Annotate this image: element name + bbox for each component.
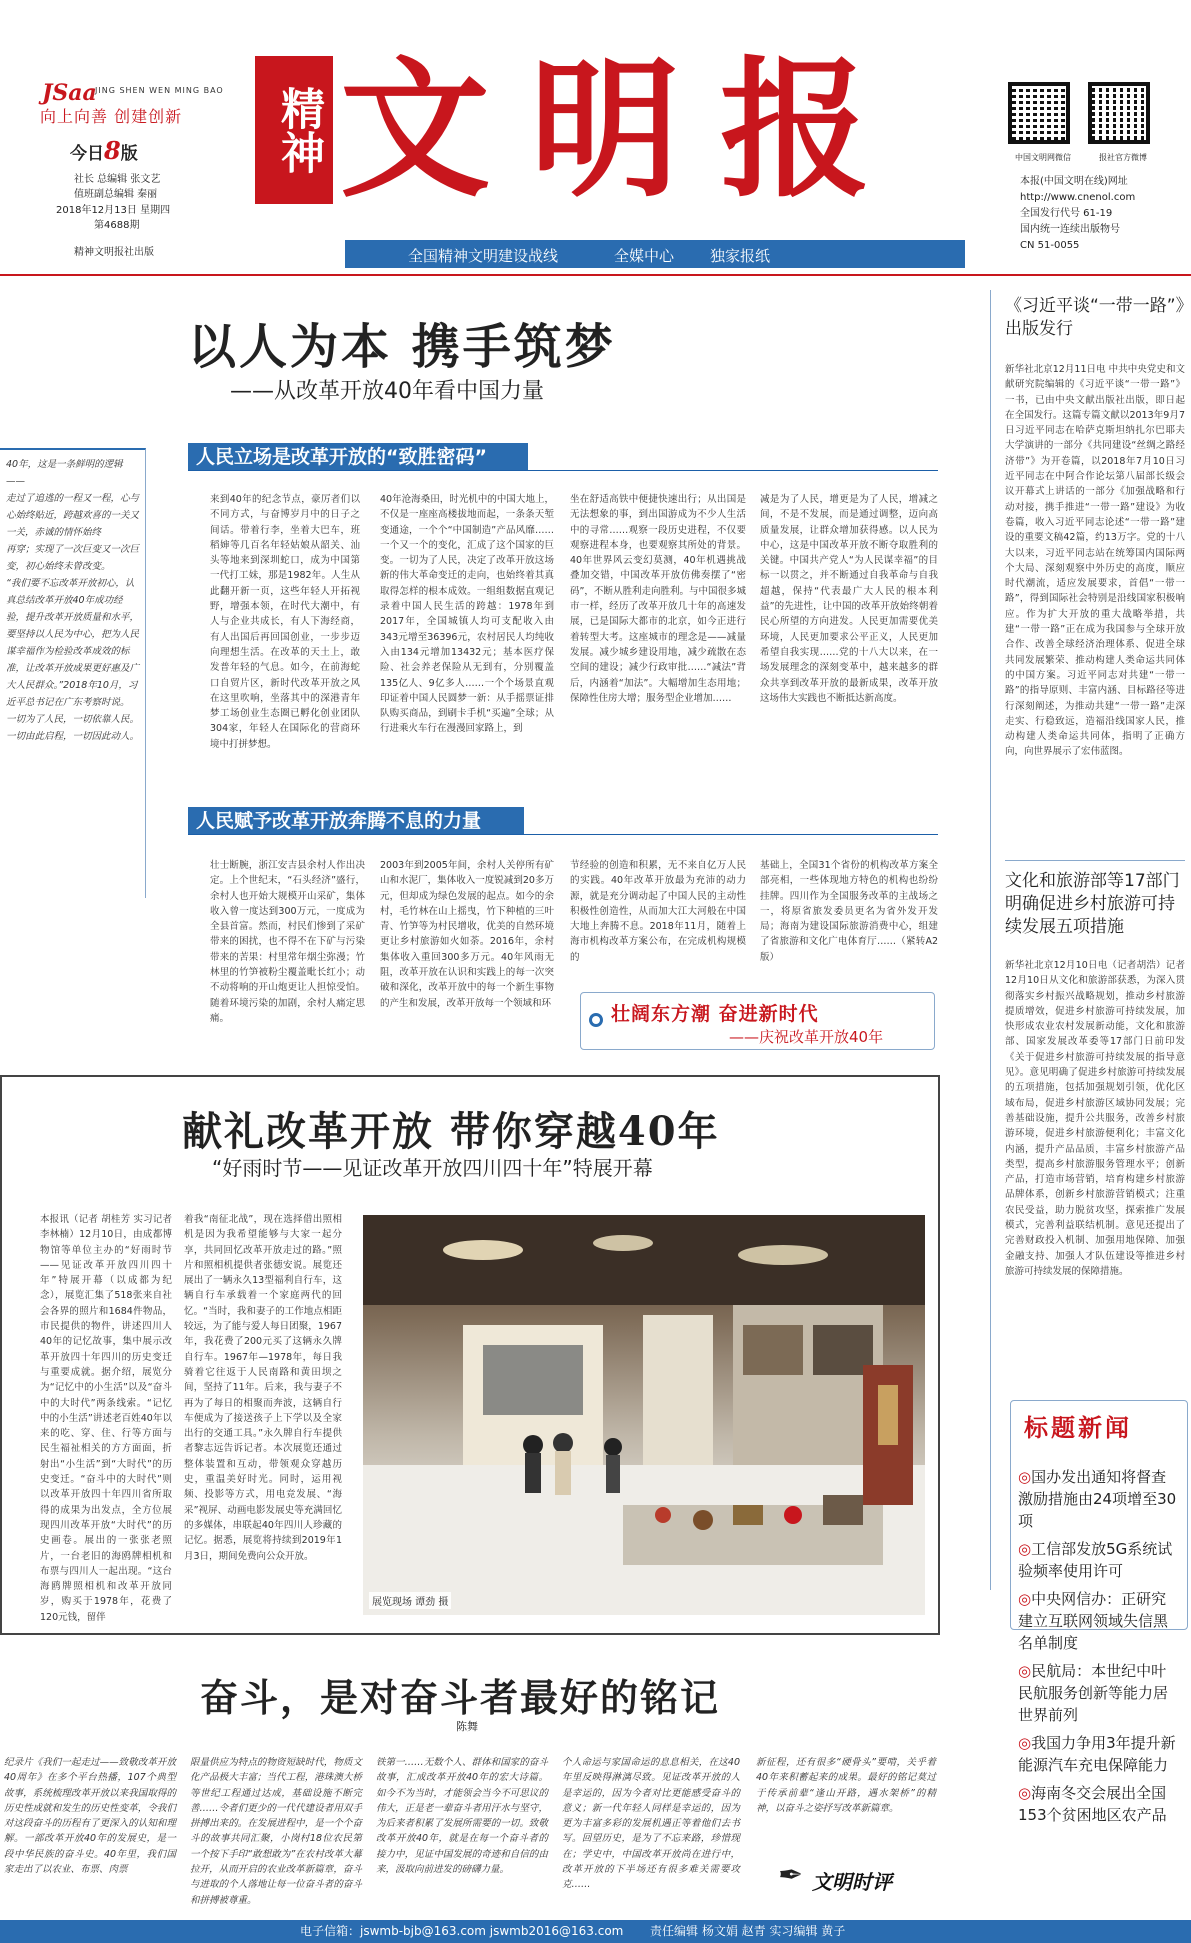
- pen-icon: ✒: [778, 1858, 804, 1893]
- masthead-pinyin: JING SHEN WEN MING BAO: [95, 86, 224, 95]
- title-seal: 精神: [255, 56, 333, 204]
- nav-item[interactable]: 独家报纸: [710, 247, 771, 265]
- briefs-title: 标题新闻: [1024, 1414, 1132, 1442]
- footer-bar: [0, 1920, 1191, 1943]
- brief-item[interactable]: ◎中央网信办：正研究建立互联网领域失信黑名单制度: [1018, 1590, 1169, 1652]
- masthead-slogan: 向上向善 创建创新: [40, 107, 183, 126]
- section-rule: [188, 834, 938, 835]
- lead-col-4: 减是为了人民，增更是为了人民，增减之间，不是不发展，而是通过调整，迈向高质量发展，让群众增加获得感。以人民为中心，这是中国改革开放不断夺取胜利的关键。中国共产党人“为人民谋幸福”的目标一以贯之，并不断通过自我革命与自我超越，保持“代表最广大人民的根本利益”的先进性，让中国的改革开放始终朝着民心所望的方向进发。人民更加需要优美环境，人民更加要求公平正义，人民更加希望自我实现……党的十八大以来，在一场发展理念的深刻变革中，越来越多的群众共享到改革开放的最新成果，改革开放这场伟大实践也不断抵达新高度。: [760, 494, 938, 704]
- issue-number: 第4688期: [94, 220, 140, 231]
- lead-col-6: 2003年到2005年间，余村人关停所有矿山和水泥厂，集体收入一度锐减到20多万元，但却成为绿色发展的起点。如今的余村，毛竹林在山上摇曳，竹下种植的三叶青、竹笋等为村民增收，优美的自然环境更让乡村旅游如火如荼。2016年，余村集体收入重回300多万元。40年风雨无阻，改革开放在认识和实践上的每一次突破和深化，改革开放中的每一个新生事物的产生和发展，改革开放每一个领域和环: [380, 860, 554, 1009]
- editor-line-1: 社长 总编辑 张文艺: [74, 174, 161, 185]
- commentary-col-5: 新征程，还有很多“硬骨头”要啃，关乎着40年来积蓄起来的成果。最好的铭记莫过于传承前辈“逢山开路，遇水架桥”的精神，以奋斗之姿抒写改革新篇章。: [756, 1757, 936, 1814]
- qr-label: 报社官方微博: [1099, 153, 1147, 162]
- lead-col-5: 壮士断腕，浙江安吉县余村人作出决定。上个世纪末，“石头经济”盛行，余村人也开始大规模开山采矿，集体收入曾一度达到300万元，一度成为全县首富。然而，村民们惨到了采矿带来的困扰，也不得不在下矿与污染带来的苦果：村里常年烟尘弥漫；竹林里的竹笋被粉尘覆盖毗长红小；动不动将响的开山炮更让人担惊受怕。随着环境污染的加剧，余村人痛定思痛。: [210, 860, 365, 1024]
- news-rule: [1005, 860, 1185, 861]
- section-header: 人民立场是改革开放的“致胜密码”: [188, 443, 528, 471]
- right-column-divider: [990, 290, 991, 1590]
- masthead-rule: [0, 274, 1191, 276]
- commentary-col-2: 限量供应为特点的物资短缺时代，物质文化产品极大丰富；当代工程，港珠澳大桥等世纪工程通过达成，基础设施不断完善……令者们更少的一代代建设者用双手拼搏出来的。在发展进程中，是一个个奋斗的故事共同汇聚，小岗村18位农民第一个按下手印“敢想敢为”在农村改革大幕拉开，从而开启的农业改革新篇章，奋斗与进取的个人落地让每一位奋斗者的奋斗和拼搏被尊重。: [190, 1757, 362, 1906]
- badge-text: 文明时评: [812, 1870, 892, 1894]
- briefs-list: [1018, 1466, 1178, 1832]
- footer-emails: jswmb-bjb@163.com jswmb2016@163.com: [360, 1924, 624, 1938]
- newspaper-title: 文明报: [340, 42, 911, 218]
- lead-col-3: 坐在舒适高铁中便捷快速出行；从出国是无法想象的事，到出国游成为不少人生活中的寻常……观察一段历史进程，不仅要观察进程本身，也要观察其所处的背景。40年世界风云变幻莫测，40年机遇挑战叠加交错，中国改革开放仿佛奏摆了“密码”，不断从胜利走向胜利。与中国很多城市一样，经历了改革开放几十年的高速发展，已是国际大都市的北京，如今正进行着转型大考。这座城市的理念是——减量发展。减少城乡建设用地，减少疏散在态空间的建设；减少行政审批……“减法”背后，内涵着“加法”。大幅增加生态用地；保障性住房大增；服务型企业增加……: [570, 494, 746, 704]
- qr-label: 中国文明网微信: [1015, 153, 1071, 162]
- brief-item[interactable]: ◎工信部发放5G系统试验频率使用许可: [1018, 1540, 1173, 1580]
- anniversary-banner: [580, 992, 935, 1050]
- masthead: [0, 0, 1191, 268]
- exhibition-photo-art: [363, 1215, 925, 1615]
- commentary-col-1: 纪录片《我们一起走过——致敬改革开放40周年》在多个平台热播，107个典型故事，系统梳理改革开放以来我国取得的历史性成就和发生的历史性变革，令我们对这段奋斗的历程有了更深入的认知和理解。一部改革开放40年的发展史，是一段中华民族的奋斗史。40年里，我们国家走出了以农业、布票、肉票: [4, 1757, 176, 1876]
- today-pages: 今日8版: [70, 136, 138, 165]
- lead-col-8: 基础上，全国31个省份的机构改革方案全部亮相，一些体现地方特色的机构也纷纷挂牌。四川作为全国服务改革的主战场之一，将原省旅发委员更名为省外发开发局；海南为建设国际旅游消费中心，组建了省旅游和文化广电体育厅……（紧转A2版）: [760, 860, 938, 963]
- brief-item[interactable]: ◎我国力争用3年提升新能源汽车充电保障能力: [1018, 1734, 1176, 1774]
- commentary-headline: 奋斗，是对奋斗者最好的铭记: [200, 1675, 721, 1720]
- lead-headline: 以人为本 携手筑梦: [188, 319, 616, 375]
- qr-code-icon: [1088, 82, 1150, 144]
- footer-email-label: 电子信箱：: [300, 1924, 361, 1938]
- nav-item[interactable]: 全媒中心: [614, 247, 675, 265]
- news-title: 文化和旅游部等17部门明确促进乡村旅游可持续发展五项措施: [1005, 871, 1180, 937]
- feature-headline: 献礼改革开放 带你穿越40年: [182, 1108, 720, 1155]
- commentary-col-3: 铁第一……无数个人、群体和国家的奋斗故事，汇成改革开放40年的宏大诗篇。如今不为当时，才能领会当今不可思议的伟大，正是老一辈奋斗者用汗水与坚守，为后来者积累了发展所需要的一切。致敬改革开放40年，就是在每一个奋斗者的接力中，见证中国发展的奇迹和自信的由来，汲取向前进发的磅礴力量。: [376, 1757, 548, 1876]
- lead-col-1: 来到40年的纪念节点，豪厉者们以不同方式，与奋博岁月中的日子之间话。带着行李，坐着大巴车，班稻婶等几百名年轻姑娘从韶关、汕头等地来到深圳蛇口，成为中国第一代打工妹，那是1982年。人生从此翻开新一页，这些年轻人开拓视野，增强本领，在时代大潮中，有人与企业共成长，有人下海经商，有人出国后再回国创业，一步步迈向理想生活。在改革的天土上，敢发普年轻的气息。如今，在前海蛇口自贸片区，新时代改革开放之风在这里吹响，坐落其中的深港青年梦工场创业生态圈已孵化创业团队304家，年轻人在国际化的营商环境中打拼梦想。: [210, 494, 360, 750]
- feature-subtitle: “好雨时节——见证改革开放四川四十年”特展开幕: [212, 1156, 653, 1180]
- lead-col-7: 节经验的创造和积累，无不来自亿万人民的实践。40年改革开放最为充沛的动力源，就是充分调动起了中国人民的主动性积极性创造性，从而加大江大河般在中国大地上奔腾不息。2018年11月，随着上海市机构改革方案公布，在完成机构规模的: [570, 860, 746, 963]
- qr-code-icon: [1008, 82, 1070, 144]
- news-body: 新华社北京12月10日电（记者胡浩）记者12月10日从文化和旅游部获悉，为深入贯彻落实乡村振兴战略规划，推动乡村旅游提质增效，促进乡村旅游可持续发展，加快形成农业农村发展新动能，文化和旅游部、国家发展改革委等17部门日前印发《关于促进乡村旅游可持续发展的指导意见》。意见明确了促进乡村旅游可持续发展的五项措施，包括加强规划引领，优化区域布局，促进乡村旅游区域协同发展；完善基础设施，提升公共服务，改善乡村旅游环境，促进乡村旅游便利化；丰富文化内涵，提升产品品质，丰富乡村旅游产品类型，提高乡村旅游服务管理水平；创新产品，打造市场营销，培育构建乡村旅游品牌体系，创新乡村旅游营销模式；注重农民受益，助力脱贫攻坚，探索推广发展模式，完善利益联结机制。意见还提出了完善财政投入机制、加强用地保障、加强金融支持、加强人才队伍建设等推进乡村旅游可持续发展的保障措施。: [1005, 960, 1185, 1277]
- news-title: 《习近平谈“一带一路”》出版发行: [1005, 296, 1185, 339]
- commentary-author: 陈舞: [456, 1720, 478, 1733]
- brief-item[interactable]: ◎国办发出通知将督查激励措施由24项增至30项: [1018, 1468, 1177, 1530]
- footer-editors: 责任编辑 杨文娟 赵青 实习编辑 黄子: [650, 1924, 846, 1938]
- paper-info: 本报(中国文明在线)网址 http://www.cnenol.com 全国发行代号 61-19 国内统一连续出版物号 CN 51-0055: [1020, 176, 1136, 251]
- brief-item[interactable]: ◎民航局：本世纪中叶民航服务创新等能力居世界前列: [1018, 1662, 1169, 1724]
- banner-sub: ——庆祝改革开放40年: [729, 1028, 884, 1046]
- section-rule: [188, 470, 938, 471]
- brief-item[interactable]: ◎海南冬交会展出全国153个贫困地区农产品: [1018, 1784, 1167, 1824]
- nav-item[interactable]: 全国精神文明建设战线: [408, 247, 559, 265]
- photo-caption: 展览现场 谭劲 摄: [369, 1592, 451, 1609]
- lead-col-2: 40年沧海桑田，时光机中的中国大地上，不仅是一座座高楼拔地而起，一条条天堑变通途，一个个“中国制造”产品风靡……一个又一个的变化，汇成了这个国家的巨变。一切为了人民，决定了改革开放这场新的伟大革命变迁的走向，也始终着其真取得怎样的根本成效。一组组数据直观记录着中国人民生活的跨越：1978年到2017年，全国城镇人均可支配收入由343元增至36396元，农村居民人均纯收入由134元增加13432元；基本医疗保险、社会养老保险从无到有，分别覆盖135亿人、9亿多人……一个个场景直观印证着中国人民圆梦一新：从手摇票证排队购买商品，到刷卡手机“买遍”全球；从行进乘火车行在漫漫回家路上，到: [380, 494, 554, 735]
- publisher: 精神文明报社出版: [74, 247, 154, 258]
- masthead-logo: JSaa: [42, 80, 97, 106]
- lead-subtitle: ——从改革开放40年看中国力量: [230, 379, 544, 404]
- news-body: 新华社北京12月11日电 中共中央党史和文献研究院编辑的《习近平谈“一带一路”》一书，已由中央文献出版社出版，即日起在全国发行。这篇专篇文献以2013年9月7日习近平同志在哈萨克斯坦纳扎尔巴耶夫大学演讲的一部分《共同建设“丝绸之路经济带”》为开卷篇，以2018年7月10日习近平同志在中阿合作论坛第八届部长级会议开幕式上讲话的一部分《加强战略和行动对接，携手推进“一带一路”建设》为收卷篇，收入习近平同志论述“一带一路”建设的重要文稿42篇，约13万字。党的十八大以来，习近平同志站在统筹国内国际两个大局、深刻观察中外历史的高度，顺应时代潮流，适应发展要求，首倡“一带一路”，得到国际社会特别是沿线国家积极响应。作为扩大开放的重大战略举措，共建“一带一路”正在成为我国参与全球开放合作、改善全球经济治理体系、促进全球共同发展繁荣、推动构建人类命运共同体的中国方案。习近平同志对共建“一带一路”的指导原则、丰富内涵、目标路径等进行深刻阐述，为推动共建“一带一路”走深走实、行稳致远，造福沿线国家人民，推动构建人类命运共同体，指明了正确方向，向世界展示了宏伟蓝图。: [1005, 364, 1185, 758]
- feature-col-2: 着我“南征北战”，现在选择借出照相机是因为我希望能够与大家一起分享，共同回忆改革开放走过的路。”照片和照相机提供者张德安说。展览还展出了一辆永久13型福利自行车，这辆自行车承载着一个家庭两代的回忆。“当时，我和妻子的工作地点相距较远，为了能与爱人每日团聚，1967年，我花费了200元买了这辆永久牌自行车。1967年—1978年，每日我骑着它往返于人民南路和黄田坝之间，坚持了11年。后来，我与妻子不再为了每日的相聚而奔波，这辆自行车便成为了接送孩子上下学以及全家出行的交通工具。”永久牌自行车提供者黎志远告诉记者。本次展览还通过整体装置和互动，带领观众穿越历史，重温美好时光。同时，运用视频、投影等方式，用电竞发展、“海采”视屏、动画电影发展史等充满回忆的多媒体，串联起40年四川人珍藏的记忆。据悉，展览将持续到2019年1月3日，期间免费向公众开放。: [184, 1214, 342, 1562]
- left-quote: 40年，这是一条鲜明的逻辑—— 走过了追逃的一程又一程，心与心始终贴近，跨越欢喜的一关又一关，赤诚的情怀始终 再穿；实现了一次巨变又一次巨变，初心始终未曾改变。 “我们要不忘改革开放初心，认真总结改革开放40年成功经验，提升改革开放质量和水平，要坚持以人民为中心，把为人民谋幸福作为检验改革成效的标准，让改革开放成果更好惠及广大人民群众。”2018年10月，习近平总书记在广东考察时说。 一切为了人民，一切依靠人民。 一切由此启程，一切因此动人。: [0, 448, 146, 898]
- banner-title: 壮阔东方潮 奋进新时代: [611, 1003, 819, 1025]
- issue-date: 2018年12月13日 星期四: [56, 205, 171, 216]
- banner-ornament: [589, 1013, 603, 1027]
- editor-line-2: 值班副总编辑 秦丽: [74, 189, 158, 200]
- commentary-col-4: 个人命运与家国命运的息息相关，在这40年里反映得淋漓尽致。见证改革开放的人是幸运的，因为今者对比更能感受奋斗的意义；新一代年轻人同样是幸运的，因为更为丰富多彩的发展机遇正等着他们去书写。回望历史，是为了不忘来路，珍惜现在；学史中，中国改革开放尚在进行中，改革开放的下半场还有很多难关需要攻克……: [562, 1757, 740, 1891]
- feature-col-1: 本报讯（记者 胡桂芳 实习记者 李林楠）12月10日，由成都博物馆等单位主办的“好雨时节——见证改革开放四川四十年”特展开幕（以成都为纪念），展览汇集了518张来自社会各界的照片和1684件物品，市民提供的物件，讲述四川人40年的记忆故事，集中展示改革开放四十年四川的历史变迁与重要成就。据介绍，展览分为“记忆中的小生活”以及“奋斗中的大时代”两条线索。“记忆中的小生活”讲述老百姓40年以来的吃、穿、住、行等方面与民生福祉相关的方方面面，折射出“小生活”到“大时代”的历史变迁。“奋斗中的大时代”则以改革开放四十年四川省所取得的成果为出发点，全方位展现四川改革开放“大时代”的历史画卷。展出的一张张老照片，一台老旧的海鸥牌相机和布票与四川人一起出现。“这台海鸥牌照相机和改革开放同岁，购买于1978年，花费了120元钱，留伴: [40, 1214, 172, 1623]
- commentary-badge: [778, 1858, 928, 1896]
- exhibition-photo: [363, 1215, 925, 1615]
- section-header: 人民赋予改革开放奔腾不息的力量: [188, 807, 524, 835]
